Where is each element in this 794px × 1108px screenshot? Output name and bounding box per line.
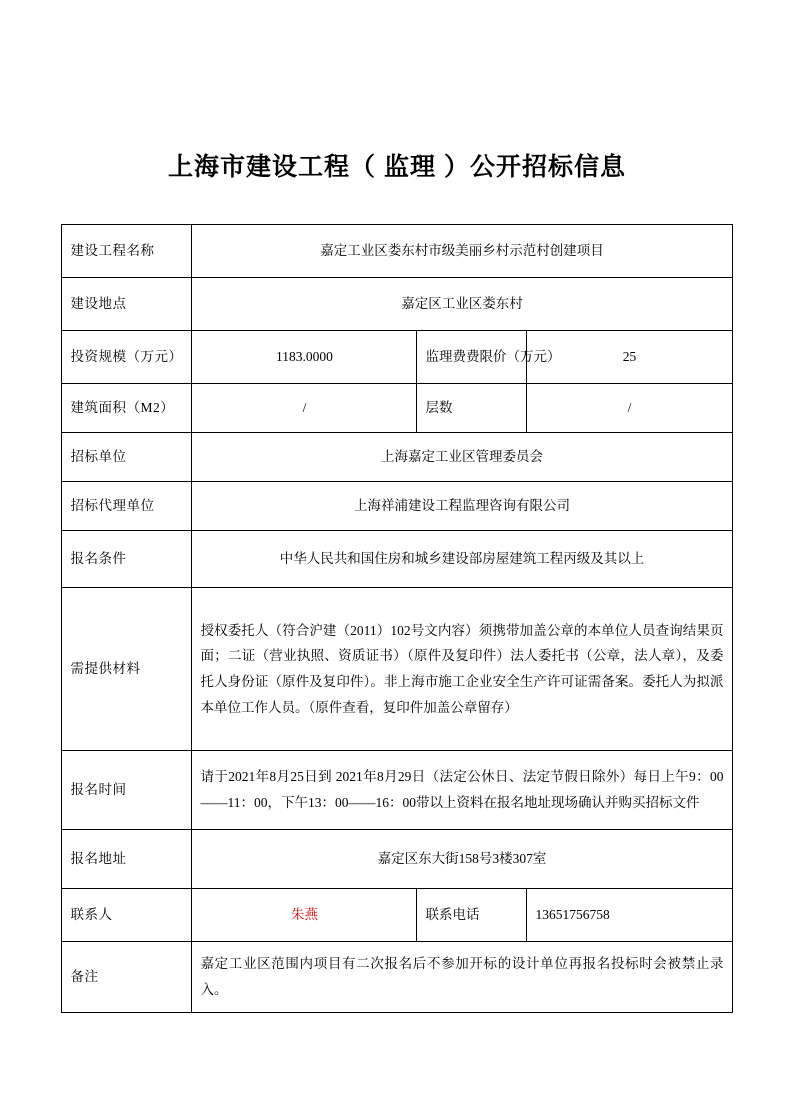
table-row	[62, 225, 732, 278]
row-value-contact-phone: 13651756758	[527, 889, 732, 942]
table-row	[62, 830, 732, 889]
row-value-location: 嘉定区工业区娄东村	[192, 278, 732, 331]
row-label-project-name: 建设工程名称	[62, 225, 192, 278]
row-label-registration-address: 报名地址	[62, 830, 192, 889]
table-row	[62, 942, 732, 1013]
table-row	[62, 384, 732, 433]
row-label-location: 建设地点	[62, 278, 192, 331]
row-value-registration-requirements: 中华人民共和国住房和城乡建设部房屋建筑工程丙级及其以上	[192, 531, 732, 588]
row-label-required-materials: 需提供材料	[62, 588, 192, 751]
table-row	[62, 278, 732, 331]
row-value-supervision-fee-cap: 25	[527, 331, 732, 384]
bid-information-table	[61, 224, 732, 1013]
row-value-remarks: 嘉定工业区范围内项目有二次报名后不参加开标的设计单位再报名投标时会被禁止录入。	[192, 942, 732, 1013]
row-label-building-area: 建筑面积（M2）	[62, 384, 192, 433]
row-label-contact-person: 联系人	[62, 889, 192, 942]
row-value-tendering-unit: 上海嘉定工业区管理委员会	[192, 433, 732, 482]
table-row	[62, 889, 732, 942]
row-label-registration-requirements: 报名条件	[62, 531, 192, 588]
row-label-agency-unit: 招标代理单位	[62, 482, 192, 531]
row-label-tendering-unit: 招标单位	[62, 433, 192, 482]
row-value-registration-address: 嘉定区东大街158号3楼307室	[192, 830, 732, 889]
row-value-building-area: /	[192, 384, 417, 433]
row-label-supervision-fee-cap: 监理费费限价（万元）	[417, 331, 527, 384]
row-label-contact-phone: 联系电话	[417, 889, 527, 942]
row-value-contact-person: 朱燕	[192, 889, 417, 942]
table-row	[62, 751, 732, 830]
page-title: 上海市建设工程（ 监理 ）公开招标信息	[168, 153, 626, 181]
table-row	[62, 331, 732, 384]
row-label-floors: 层数	[417, 384, 527, 433]
table-row	[62, 588, 732, 751]
row-value-required-materials: 授权委托人（符合沪建（2011）102号文内容）须携带加盖公章的本单位人员查询结果页面；二证（营业执照、资质证书）（原件及复印件）法人委托书（公章，法人章），及委托人身份证（原件及复印件）。非上海市施工企业安全生产许可证需备案。委托人为拟派本单位工作人员。（原件查看，复印件加盖公章留存）	[192, 588, 732, 751]
row-value-floors: /	[527, 384, 732, 433]
row-value-project-name: 嘉定工业区娄东村市级美丽乡村示范村创建项目	[192, 225, 732, 278]
table-row	[62, 482, 732, 531]
table-row	[62, 433, 732, 482]
row-value-agency-unit: 上海祥浦建设工程监理咨询有限公司	[192, 482, 732, 531]
row-label-registration-time: 报名时间	[62, 751, 192, 830]
row-value-registration-time: 请于2021年8月25日到 2021年8月29日（法定公休日、法定节假日除外）每日上午9：00——11：00，下午13：00——16：00带以上资料在报名地址现场确认并购买招标文件	[192, 751, 732, 830]
row-label-remarks: 备注	[62, 942, 192, 1013]
table-row	[62, 531, 732, 588]
row-value-investment-scale: 1183.0000	[192, 331, 417, 384]
row-label-investment-scale: 投资规模（万元）	[62, 331, 192, 384]
